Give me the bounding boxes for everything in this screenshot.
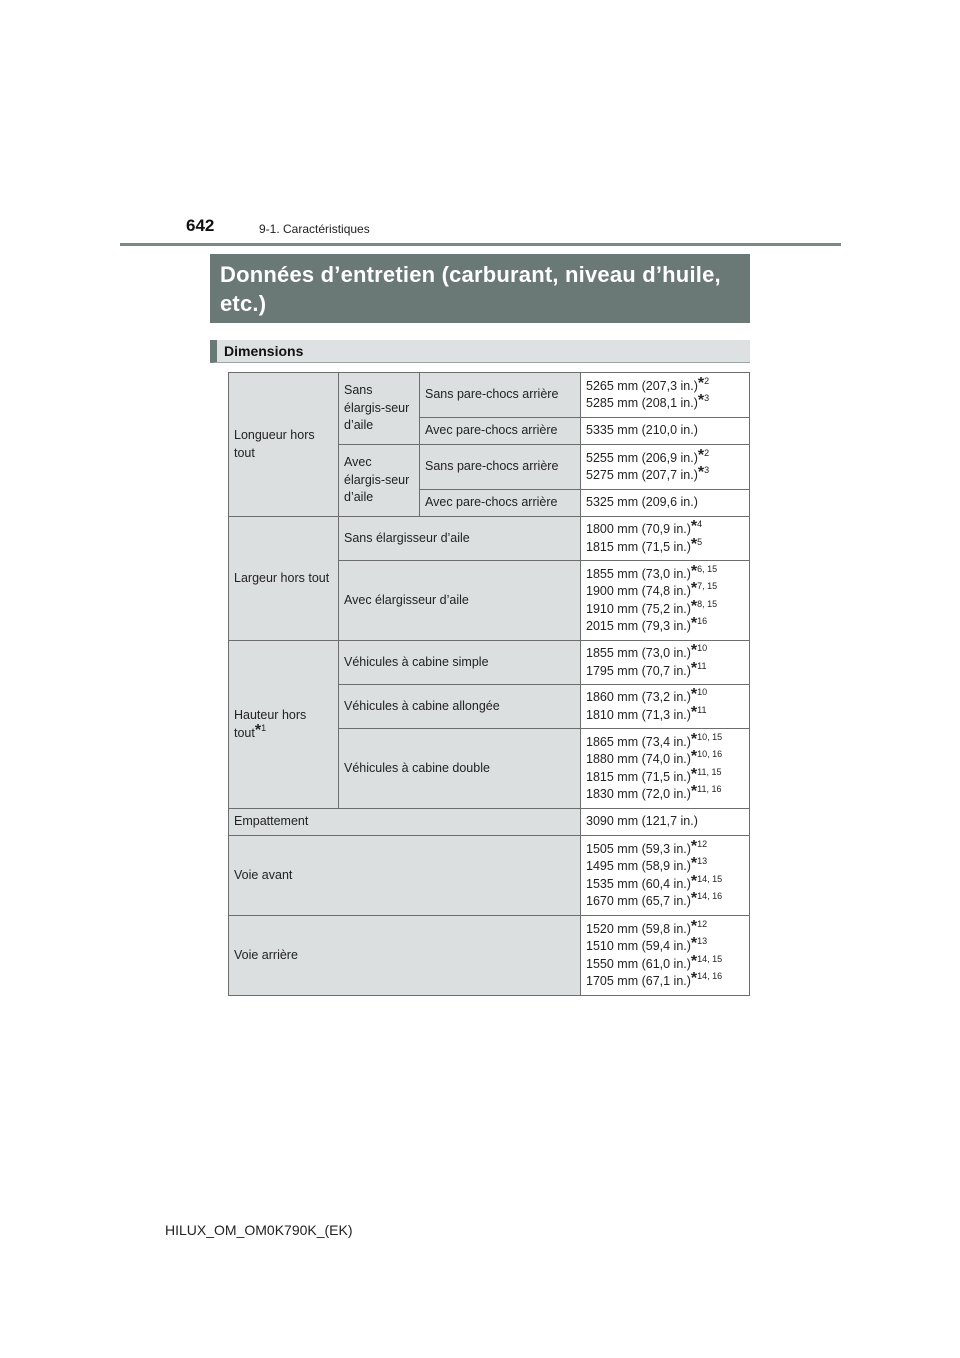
value-line	[586, 659, 744, 681]
value-cell	[581, 641, 750, 685]
footnote-asterisk: *	[697, 464, 705, 481]
footnote-ref: 2	[704, 375, 710, 386]
value-cell	[581, 373, 750, 418]
footnote-ref: 13	[697, 936, 708, 946]
page-number: 642	[186, 216, 215, 235]
footnote-ref: 3	[704, 393, 710, 403]
value-text: 1880 mm (74,0 in.)	[586, 752, 691, 766]
footnote-ref: 14, 16	[697, 971, 723, 981]
footnote-ref: 11	[697, 704, 707, 715]
value-cell	[581, 685, 750, 729]
footnote-asterisk: *	[690, 518, 698, 535]
sublabel-cabine-double: Véhicules à cabine double	[339, 729, 581, 809]
footnote-asterisk: *	[690, 935, 698, 952]
value-text: 1795 mm (70,7 in.)	[586, 663, 691, 678]
value-cell: 5335 mm (210,0 in.)	[581, 418, 750, 445]
footnote-asterisk: *	[690, 615, 698, 632]
value-line	[586, 970, 744, 991]
value-text: 2015 mm (79,3 in.)	[586, 619, 691, 633]
footnote-ref: 4	[697, 519, 703, 529]
footnote-ref: 6, 15	[697, 563, 718, 574]
value-line	[586, 580, 744, 601]
footnote-ref: 12	[697, 918, 708, 929]
table-row	[229, 809, 750, 836]
sublabel-sans-elargisseur: Sans élargisseur d’aile	[339, 517, 581, 561]
sublabel-cabine-simple: Véhicules à cabine simple	[339, 641, 581, 685]
row-label-voie-avant: Voie avant	[229, 836, 581, 916]
footnote-ref: 11	[697, 660, 707, 671]
model-code: HILUX_OM_OM0K790K_(EK)	[165, 1222, 353, 1238]
value-line	[586, 446, 744, 468]
footnote-asterisk: *	[690, 535, 698, 553]
value-text: 5285 mm (208,1 in.)	[586, 396, 698, 410]
value-text: 1815 mm (71,5 in.)	[586, 539, 691, 554]
footnote-ref: 11, 16	[697, 784, 722, 794]
row-label-hauteur	[229, 641, 339, 809]
value-text: 1855 mm (73,0 in.)	[586, 646, 691, 660]
row-label-voie-arriere: Voie arrière	[229, 916, 581, 996]
footnote-asterisk: *	[690, 580, 698, 597]
value-line	[586, 374, 744, 396]
value-text: 1860 mm (73,2 in.)	[586, 690, 691, 704]
footnote-ref: 10, 15	[697, 731, 723, 742]
value-line	[586, 535, 744, 557]
footnote-ref: 14, 15	[697, 873, 723, 884]
row-label-largeur: Largeur hors tout	[229, 517, 339, 641]
value-line	[586, 686, 744, 707]
value-text: 5275 mm (207,7 in.)	[586, 468, 698, 482]
footnote-asterisk: *	[690, 765, 698, 783]
table-row	[229, 641, 750, 685]
footnote-asterisk: *	[697, 392, 705, 409]
subsection-bar	[210, 340, 750, 363]
subsection-title: Dimensions	[224, 343, 304, 359]
footnote-asterisk: *	[690, 748, 698, 765]
footnote-ref: 2	[704, 447, 710, 458]
value-text: 1830 mm (72,0 in.)	[586, 787, 691, 801]
chapter-title-box	[210, 254, 750, 323]
footnote-asterisk: *	[690, 890, 698, 907]
section-title: 9-1. Caractéristiques	[259, 222, 370, 236]
footnote-asterisk: *	[690, 730, 698, 748]
value-text: 1495 mm (58,9 in.)	[586, 859, 691, 873]
hauteur-label: Hauteur hors tout	[234, 708, 307, 740]
value-text: 1900 mm (74,8 in.)	[586, 584, 691, 598]
cond-avec-pare-chocs: Avec pare-chocs arrière	[420, 490, 581, 517]
footnote-asterisk: *	[690, 783, 698, 800]
footnote-ref: 7, 15	[697, 581, 718, 591]
value-text: 1865 mm (73,4 in.)	[586, 734, 691, 749]
value-text: 5255 mm (206,9 in.)	[586, 450, 698, 465]
footnote-asterisk: *	[690, 659, 698, 677]
value-cell: 3090 mm (121,7 in.)	[581, 809, 750, 836]
value-line	[586, 518, 744, 539]
footnote-asterisk: *	[254, 721, 262, 739]
sublabel-avec-elargisseur: Avec élargisseur d’aile	[339, 561, 581, 641]
value-line	[586, 917, 744, 939]
footnote-ref: 3	[704, 465, 710, 475]
footnote-ref: 10	[697, 643, 708, 653]
footnote-ref: 1	[261, 722, 267, 733]
value-cell	[581, 561, 750, 641]
footnote-ref: 10, 16	[697, 749, 723, 759]
cond-sans-pare-chocs: Sans pare-chocs arrière	[420, 445, 581, 490]
footnote-ref: 14, 15	[697, 953, 723, 964]
footnote-ref: 10	[697, 687, 708, 697]
sublabel-avec-elargisseur: Avec élargis-seur d’aile	[339, 445, 420, 517]
sublabel-cabine-allongee: Véhicules à cabine allongée	[339, 685, 581, 729]
row-label-longueur: Longueur hors tout	[229, 373, 339, 517]
value-line	[586, 392, 744, 413]
table-row	[229, 517, 750, 561]
table-row	[229, 916, 750, 996]
footnote-asterisk: *	[690, 872, 698, 890]
footnote-asterisk: *	[697, 446, 705, 464]
footnote-asterisk: *	[690, 917, 698, 935]
value-text: 1670 mm (65,7 in.)	[586, 894, 691, 908]
value-line	[586, 783, 744, 804]
value-text: 1550 mm (61,0 in.)	[586, 956, 691, 971]
value-line	[586, 642, 744, 663]
value-text: 1855 mm (73,0 in.)	[586, 566, 691, 581]
footnote-asterisk: *	[690, 970, 698, 987]
footnote-asterisk: *	[690, 703, 698, 721]
table-row	[229, 836, 750, 916]
value-line	[586, 837, 744, 859]
sublabel-sans-elargisseur: Sans élargis-seur d’aile	[339, 373, 420, 445]
footnote-asterisk: *	[690, 855, 698, 872]
value-text: 1535 mm (60,4 in.)	[586, 876, 691, 891]
value-cell	[581, 445, 750, 490]
value-text: 1815 mm (71,5 in.)	[586, 769, 691, 784]
value-text: 1520 mm (59,8 in.)	[586, 921, 691, 936]
value-line	[586, 703, 744, 725]
header-rule	[120, 243, 841, 246]
chapter-title: Données d’entretien (carburant, niveau d’huile, etc.)	[220, 262, 721, 316]
footnote-asterisk: *	[697, 374, 705, 392]
table-row	[229, 373, 750, 418]
value-line	[586, 562, 744, 584]
footnote-asterisk: *	[690, 597, 698, 615]
footnote-ref: 13	[697, 856, 708, 866]
value-cell: 5325 mm (209,6 in.)	[581, 490, 750, 517]
value-cell	[581, 517, 750, 561]
value-line	[586, 597, 744, 619]
value-cell	[581, 729, 750, 809]
cond-avec-pare-chocs: Avec pare-chocs arrière	[420, 418, 581, 445]
value-text: 1705 mm (67,1 in.)	[586, 974, 691, 988]
cond-sans-pare-chocs: Sans pare-chocs arrière	[420, 373, 581, 418]
value-line	[586, 615, 744, 636]
value-text: 1910 mm (75,2 in.)	[586, 601, 691, 616]
footnote-asterisk: *	[690, 837, 698, 855]
value-cell	[581, 836, 750, 916]
footnote-ref: 11, 15	[697, 766, 722, 777]
footnote-ref: 14, 16	[697, 891, 723, 901]
footnote-ref: 5	[697, 536, 703, 547]
value-text: 1810 mm (71,3 in.)	[586, 707, 691, 722]
footnote-ref: 12	[697, 838, 708, 849]
footnote-ref: 16	[697, 616, 708, 626]
dimensions-table	[228, 372, 750, 996]
value-text: 1505 mm (59,3 in.)	[586, 841, 691, 856]
value-text: 5265 mm (207,3 in.)	[586, 378, 698, 393]
value-text: 1510 mm (59,4 in.)	[586, 939, 691, 953]
value-line	[586, 890, 744, 911]
value-line	[586, 464, 744, 485]
footnote-asterisk: *	[690, 562, 698, 580]
footnote-asterisk: *	[690, 952, 698, 970]
value-cell	[581, 916, 750, 996]
footnote-asterisk: *	[690, 642, 698, 659]
footnote-asterisk: *	[690, 686, 698, 703]
row-label-empattement: Empattement	[229, 809, 581, 836]
footnote-ref: 8, 15	[697, 598, 718, 609]
value-text: 1800 mm (70,9 in.)	[586, 522, 691, 536]
